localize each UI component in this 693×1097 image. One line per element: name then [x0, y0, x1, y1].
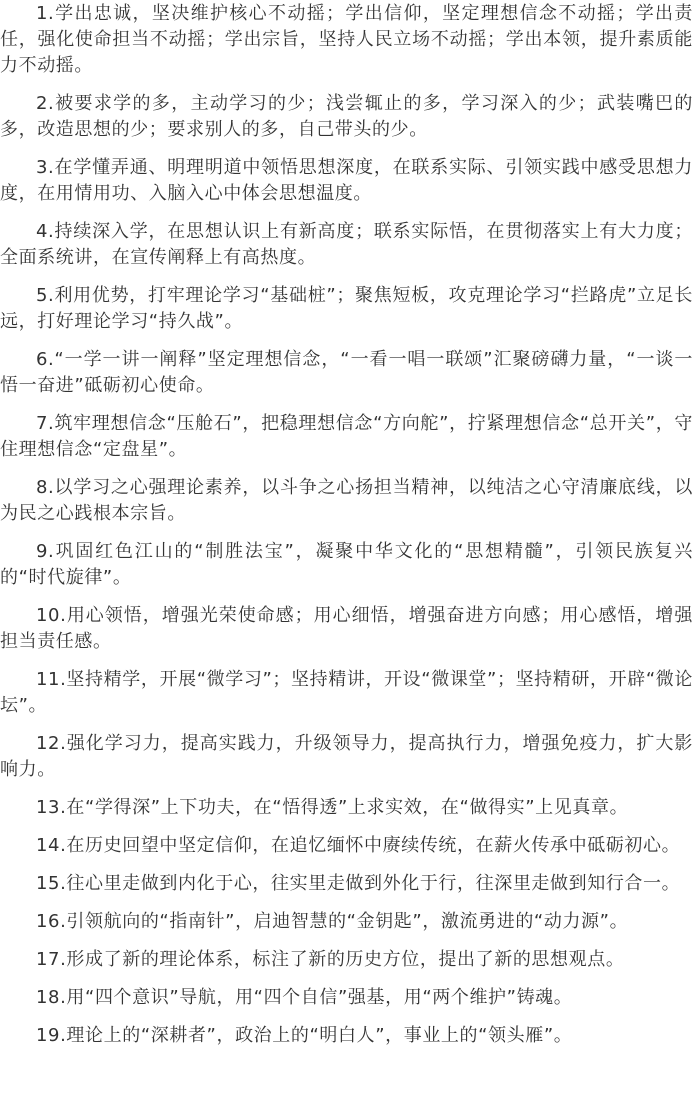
paragraph-6: 6.“一学一讲一阐释”坚定理想信念，“一看一唱一联颂”汇聚磅礴力量，“一谈一悟一奋进”砥砺初心使命。	[0, 349, 693, 396]
paragraph-16: 16.引领航向的“指南针”，启迪智慧的“金钥匙”，激流勇进的“动力源”。	[36, 911, 629, 932]
paragraph-19: 19.理论上的“深耕者”，政治上的“明白人”，事业上的“领头雁”。	[36, 1025, 573, 1046]
paragraph-2: 2.被要求学的多，主动学习的少；浅尝辄止的多，学习深入的少；武装嘴巴的多，改造思想的少；要求别人的多，自己带头的少。	[0, 93, 693, 140]
paragraph-4: 4.持续深入学，在思想认识上有新高度；联系实际悟，在贯彻落实上有大力度；全面系统讲，在宣传阐释上有高热度。	[0, 221, 693, 268]
paragraph-3: 3.在学懂弄通、明理明道中领悟思想深度，在联系实际、引领实践中感受思想力度，在用情用功、入脑入心中体会思想温度。	[0, 157, 693, 204]
paragraph-13: 13.在“学得深”上下功夫，在“悟得透”上求实效，在“做得实”上见真章。	[36, 797, 629, 818]
paragraph-14: 14.在历史回望中坚定信仰，在追忆缅怀中赓续传统，在薪火传承中砥砺初心。	[36, 835, 681, 856]
paragraph-5: 5.利用优势，打牢理论学习“基础桩”；聚焦短板，攻克理论学习“拦路虎”立足长远，打好理论学习“持久战”。	[0, 285, 693, 332]
paragraph-10: 10.用心领悟，增强光荣使命感；用心细悟，增强奋进方向感；用心感悟，增强担当责任感。	[0, 605, 693, 652]
paragraph-8: 8.以学习之心强理论素养，以斗争之心扬担当精神，以纯洁之心守清廉底线，以为民之心践根本宗旨。	[0, 477, 693, 524]
paragraph-7: 7.筑牢理想信念“压舱石”，把稳理想信念“方向舵”，拧紧理想信念“总开关”，守住理想信念“定盘星”。	[0, 413, 693, 460]
paragraph-1: 1.学出忠诚，坚决维护核心不动摇；学出信仰，坚定理想信念不动摇；学出责任，强化使命担当不动摇；学出宗旨，坚持人民立场不动摇；学出本领，提升素质能力不动摇。	[0, 3, 693, 76]
paragraph-18: 18.用“四个意识”导航，用“四个自信”强基，用“两个维护”铸魂。	[36, 987, 573, 1008]
paragraph-11: 11.坚持精学，开展“微学习”；坚持精讲，开设“微课堂”；坚持精研，开辟“微论坛”。	[0, 669, 693, 716]
paragraph-17: 17.形成了新的理论体系，标注了新的历史方位，提出了新的思想观点。	[36, 949, 625, 970]
paragraph-15: 15.往心里走做到内化于心，往实里走做到外化于行，往深里走做到知行合一。	[36, 873, 681, 894]
paragraph-9: 9.巩固红色江山的“制胜法宝”，凝聚中华文化的“思想精髓”，引领民族复兴的“时代旋律”。	[0, 541, 693, 588]
paragraph-12: 12.强化学习力，提高实践力，升级领导力，提高执行力，增强免疫力，扩大影响力。	[0, 733, 693, 780]
